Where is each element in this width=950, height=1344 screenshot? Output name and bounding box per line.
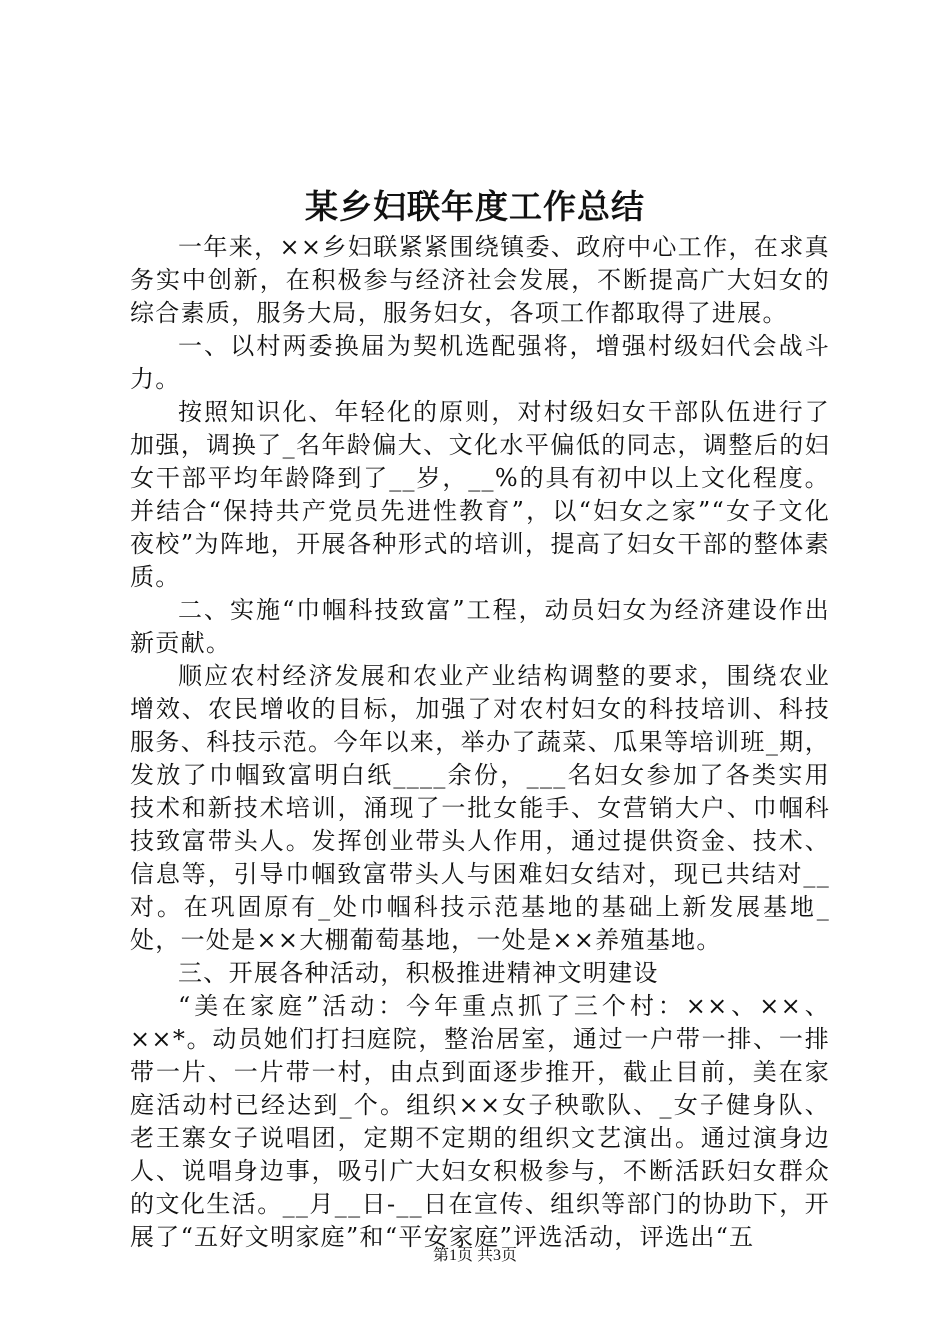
intro-paragraph: 一年来，××乡妇联紧紧围绕镇委、政府中心工作，在求真务实中创新，在积极参与经济社会发展，不断提高广大妇女的综合素质，服务大局，服务妇女，各项工作都取得了进展。 [130, 233, 830, 327]
section-heading-1: 一、以村两委换届为契机选配强将，增强村级妇代会战斗力。 [130, 332, 830, 393]
document-title: 某乡妇联年度工作总结 [305, 187, 645, 226]
section-3-paragraph: “美在家庭”活动：今年重点抓了三个村：××、××、××*。动员她们打扫庭院，整治居室，通过一户带一排、一排带一片、一片带一村，由点到面逐步推开，截止目前，美在家庭活动村已经达到_个。组织××女子秧歌队、_女子健身队、老王寨女子说唱团，定期不定期的组织文艺演出。通过演身边人、说唱身边事，吸引广大妇女积极参与，不断活跃妇女群众的文化生活。__月__日-__日在宣传、组织等部门的协助下，开展了“五好文明家庭”和“平安家庭”评选活动，评选出“五 [130, 992, 830, 1251]
section-1-paragraph: 按照知识化、年轻化的原则，对村级妇女干部队伍进行了加强，调换了_名年龄偏大、文化水平偏低的同志，调整后的妇女干部平均年龄降到了__岁，__%的具有初中以上文化程度。并结合“保持共产党员先进性教育”，以“妇女之家”“女子文化夜校”为阵地，开展各种形式的培训，提高了妇女干部的整体素质。 [130, 398, 830, 591]
section-heading-3: 三、开展各种活动，积极推进精神文明建设 [178, 959, 659, 987]
section-2-paragraph: 顺应农村经济发展和农业产业结构调整的要求，围绕农业增效、农民增收的目标，加强了对农村妇女的科技培训、科技服务、科技示范。今年以来，举办了蔬菜、瓜果等培训班_期，发放了巾帼致富明白纸____余份，___名妇女参加了各类实用技术和新技术培训，涌现了一批女能手、女营销大户、巾帼科技致富带头人。发挥创业带头人作用，通过提供资金、技术、信息等，引导巾帼致富带头人与困难妇女结对，现已共结对__对。在巩固原有_处巾帼科技示范基地的基础上新发展基地_处，一处是××大棚葡萄基地，一处是××养殖基地。 [130, 662, 830, 954]
section-heading-2: 二、实施“巾帼科技致富”工程，动员妇女为经济建设作出新贡献。 [130, 596, 830, 657]
page-number-footer: 第1页 共3页 [432, 1247, 517, 1264]
document-body [130, 231, 830, 1254]
